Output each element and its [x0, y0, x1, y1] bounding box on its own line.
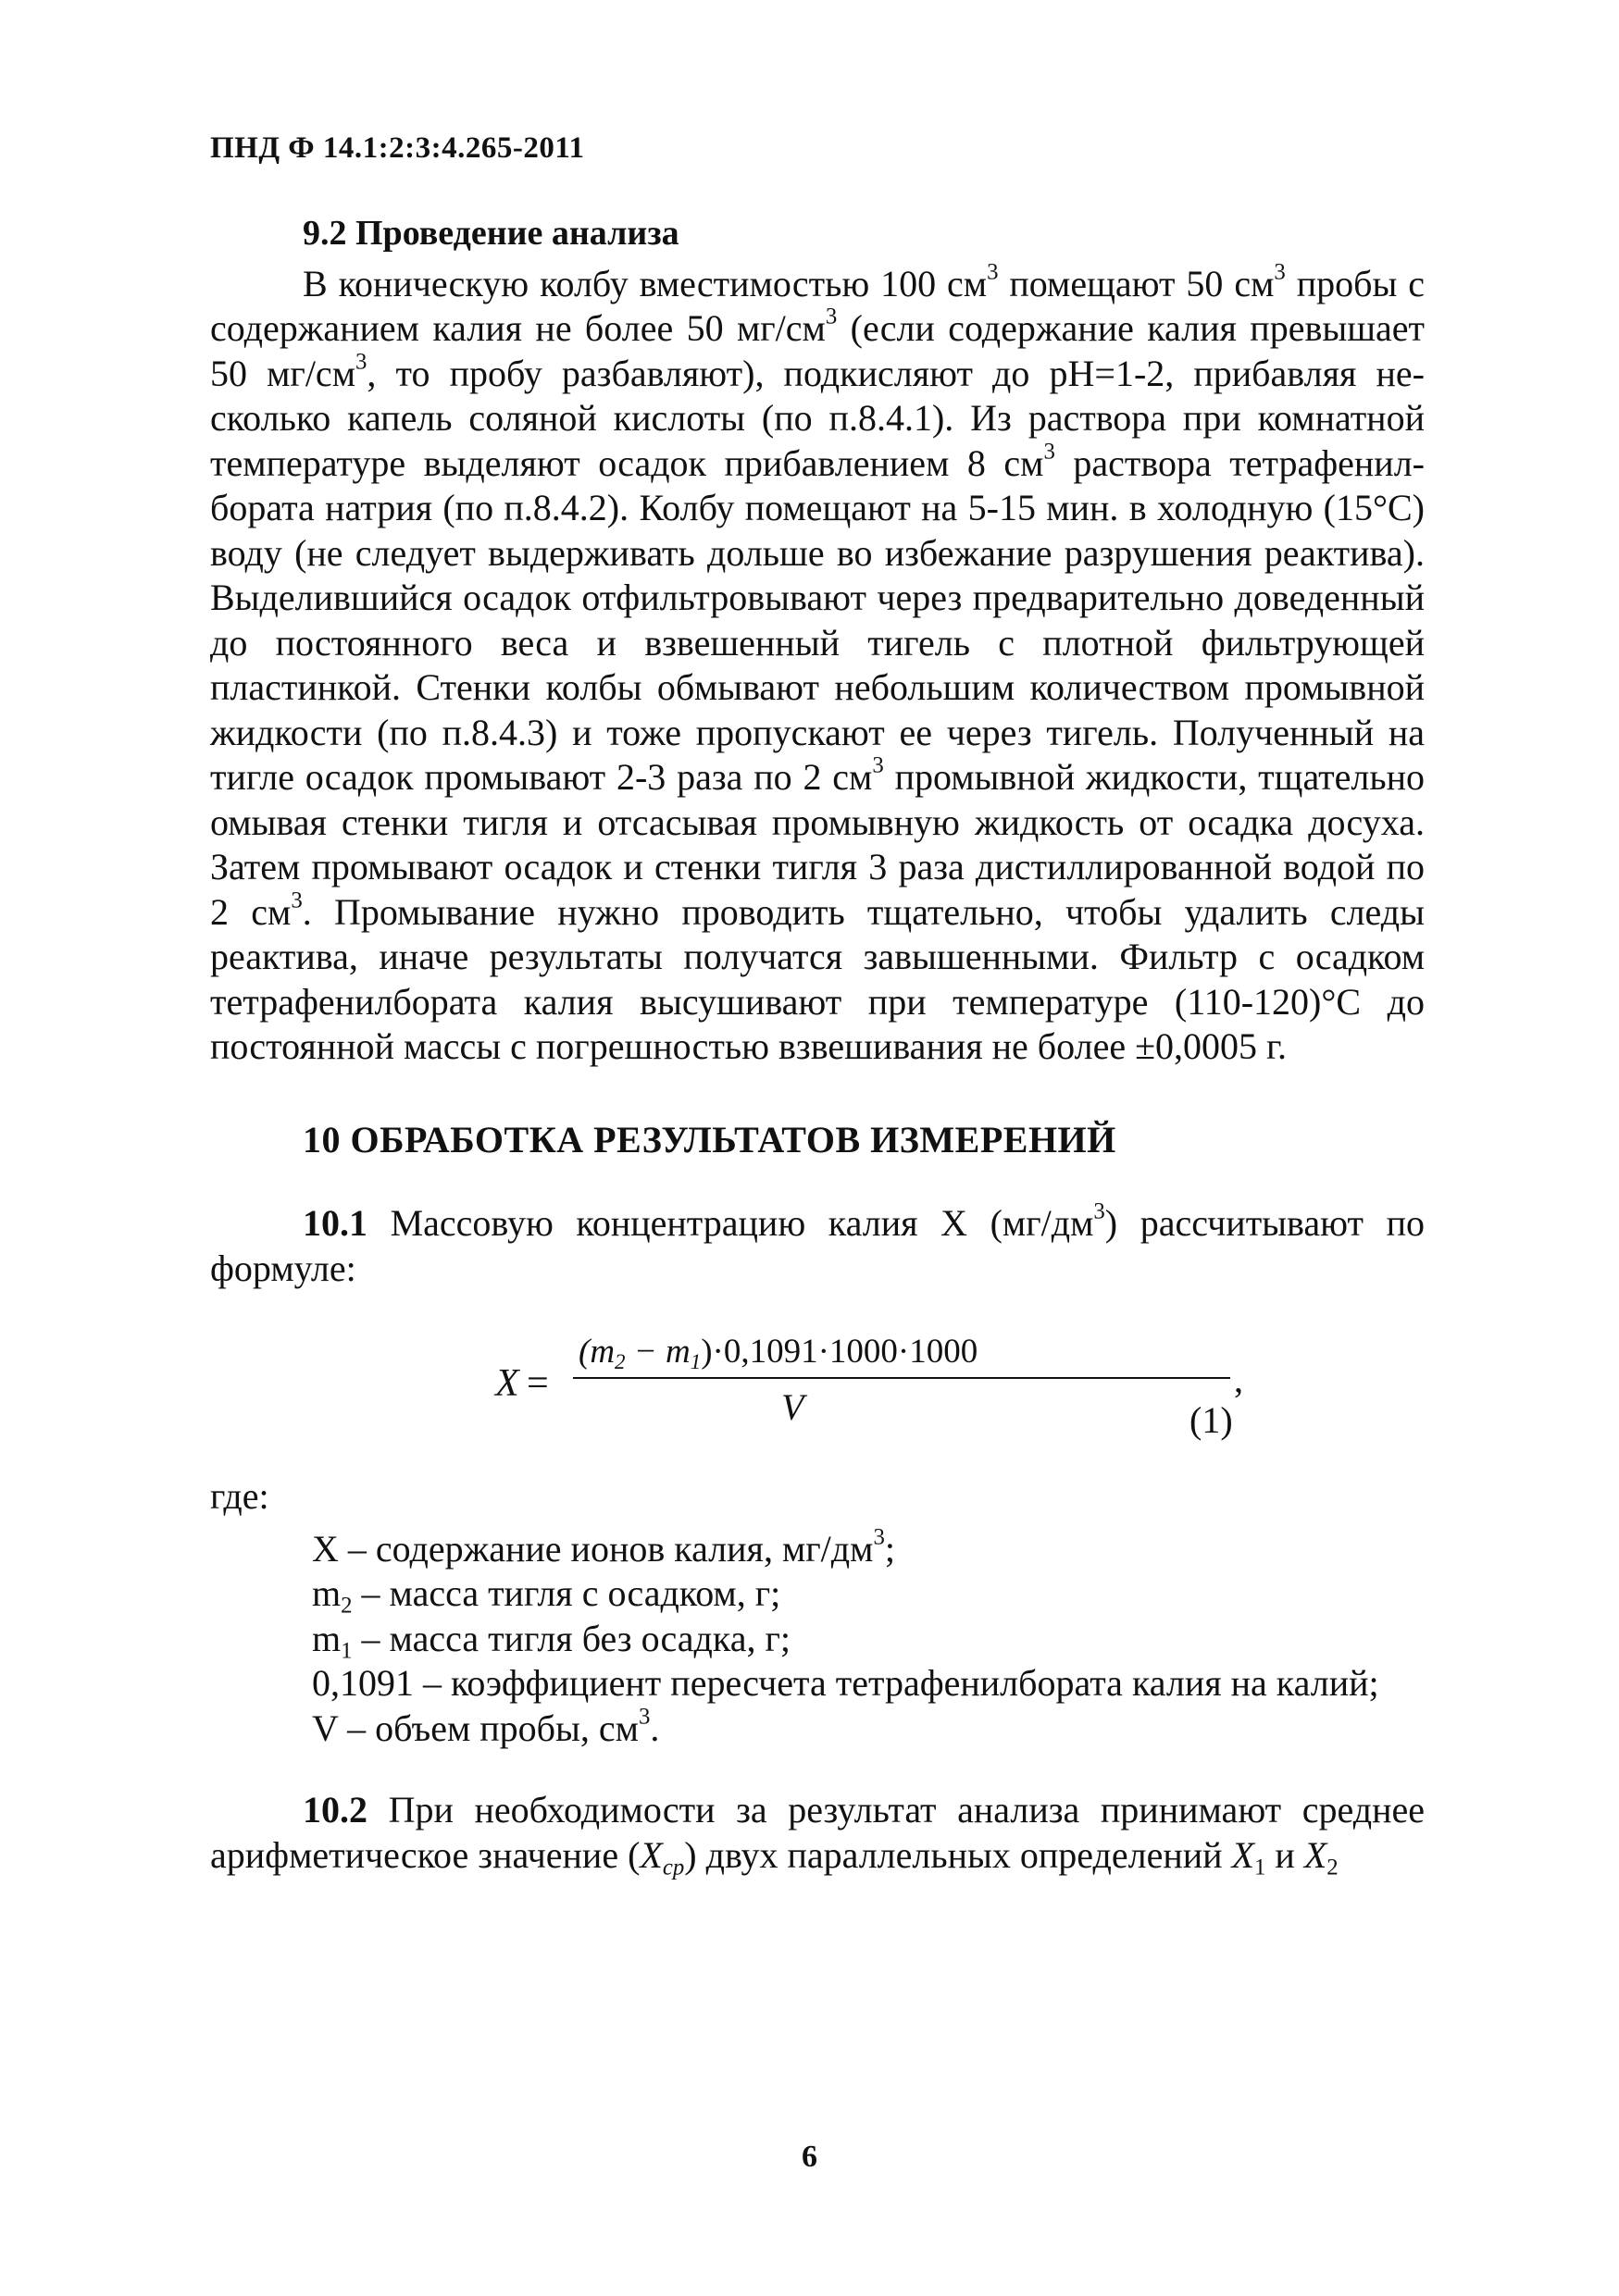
text-run: . Промывание нужно проводить тщательно, чтобы удалить следы реактива, иначе результаты получатся завышенными. Фильтр с осадком тетрафенилбората калия высушивают при температуре (110-120)°С до постоянной массы с погрешностью взвешивания не более ±0,0005 г. [210, 890, 1425, 1067]
text-run: ) рассчитывают по формуле: [210, 1202, 1425, 1289]
clause-number: 10.2 [303, 1789, 367, 1831]
section-10-heading: 10 ОБРАБОТКА РЕЗУЛЬТАТОВ ИЗМЕРЕНИЙ [303, 1118, 1116, 1160]
text-run: . [650, 1706, 660, 1749]
superscript: 3 [873, 1523, 885, 1549]
text-run: пробы с содержанием калия не более 50 мг/см [210, 262, 1425, 349]
paragraph-10-2 [210, 1788, 1425, 1878]
subscript: 1 [690, 1349, 702, 1373]
math-var: X [1231, 1833, 1254, 1876]
text-run: ) двух параллельных определений [684, 1833, 1232, 1876]
text-run: X – содержание ионов калия, мг/дм [312, 1527, 874, 1570]
formula-text: − m [625, 1333, 691, 1371]
formula-lhs: X [495, 1362, 519, 1405]
superscript: 3 [872, 752, 884, 778]
text-run: (если содержание калия превышает 50 мг/см [210, 307, 1425, 394]
formula-equals: = [527, 1362, 549, 1405]
section-9-2-heading: 9.2 Проведение анализа [303, 214, 679, 253]
fraction-bar [573, 1377, 1230, 1379]
formula-denominator: V [781, 1386, 804, 1428]
text-run: помещают 50 см [998, 262, 1275, 304]
text-run: – масса тигля без осадка, г; [352, 1617, 791, 1659]
text-run: – масса тигля с осадком, г; [352, 1572, 781, 1614]
superscript: 3 [1093, 1198, 1105, 1224]
page-number: 6 [802, 2140, 817, 2174]
superscript: 3 [291, 887, 303, 912]
legend-item [312, 1617, 1425, 1662]
text-run: промывной жидкости, тщательно омывая стенки тигля и отсасывая промывную жидкость от осадка досуха. Затем промывают осадок и стенки тигля 3 раза дистиллированной водой по 2 см [210, 756, 1426, 933]
subscript: 2 [615, 1349, 626, 1373]
subscript: 2 [341, 1593, 353, 1619]
subscript: ср [662, 1854, 685, 1880]
formula-numerator [579, 1330, 978, 1375]
formula-comma: , [1234, 1359, 1243, 1400]
paragraph-10-1 [210, 1198, 1425, 1291]
legend-item [312, 1703, 1425, 1752]
formula-text: )·0,1091·1000·1000 [701, 1333, 978, 1371]
subscript: 1 [1254, 1854, 1266, 1880]
text-run: m [312, 1617, 342, 1659]
subscript: 2 [1326, 1854, 1339, 1880]
clause-number: 10.1 [303, 1202, 367, 1244]
subscript: 1 [341, 1637, 353, 1663]
text-run: раствора тетрафенилбората натрия (по п.8.4.2). Колбу помещают на 5-15 мин. в холодную (15°С) воду (не следует выдерживать дольше во избежание разрушения реактива). Выделившийся осадок отфильтровывают через предварительно доведенный до постоянного веса и взвешенный тигель с плотной фильтрующей пластинкой. Стенки колбы обмывают небольшим количеством промывной жидкости (по п.8.4.3) и тоже пропускают ее через тигель. Полученный на тигле осадок промывают 2-3 раза по 2 см [210, 441, 1425, 798]
text-run: m [312, 1572, 342, 1614]
formula-legend [312, 1523, 1425, 1752]
equation-number: (1) [1189, 1399, 1233, 1441]
section-9-2-paragraph [210, 258, 1426, 1070]
text-run: V – объем пробы, см [312, 1706, 639, 1749]
where-label: где: [210, 1475, 269, 1517]
page-content [210, 211, 1425, 1878]
math-var: X [640, 1833, 663, 1876]
superscript: 3 [987, 258, 999, 284]
text-run: В коническую колбу вместимостью 100 см [303, 262, 988, 304]
legend-item [312, 1571, 1425, 1617]
text-run: При необходимости за результат анализа принимают среднее арифметическое значение ( [210, 1789, 1425, 1876]
text-run: ; [884, 1527, 895, 1570]
superscript: 3 [1274, 258, 1286, 284]
document-code: ПНД Ф 14.1:2:3:4.265-2011 [210, 131, 585, 165]
formula-text: (m [579, 1333, 616, 1371]
text-run: , то пробу разбавляют), подкисляют до pH=1-2, прибавляя несколько капель соляной кислоты (по п.8.4.1). Из раствора при комнатной температуре выделяют осадок прибавлением 8 см [210, 352, 1425, 484]
math-var: X [1303, 1833, 1327, 1876]
text-run: и [1265, 1833, 1304, 1876]
legend-item: 0,1091 – коэффициент пересчета тетрафенилбората калия на калий; [312, 1662, 1379, 1704]
legend-item [312, 1523, 1425, 1572]
formula-1 [210, 1330, 1425, 1433]
superscript: 3 [355, 348, 367, 374]
superscript: 3 [1043, 438, 1055, 464]
superscript: 3 [638, 1703, 651, 1729]
text-run: Массовую концентрацию калия X (мг/дм [367, 1202, 1094, 1244]
superscript: 3 [825, 304, 838, 329]
